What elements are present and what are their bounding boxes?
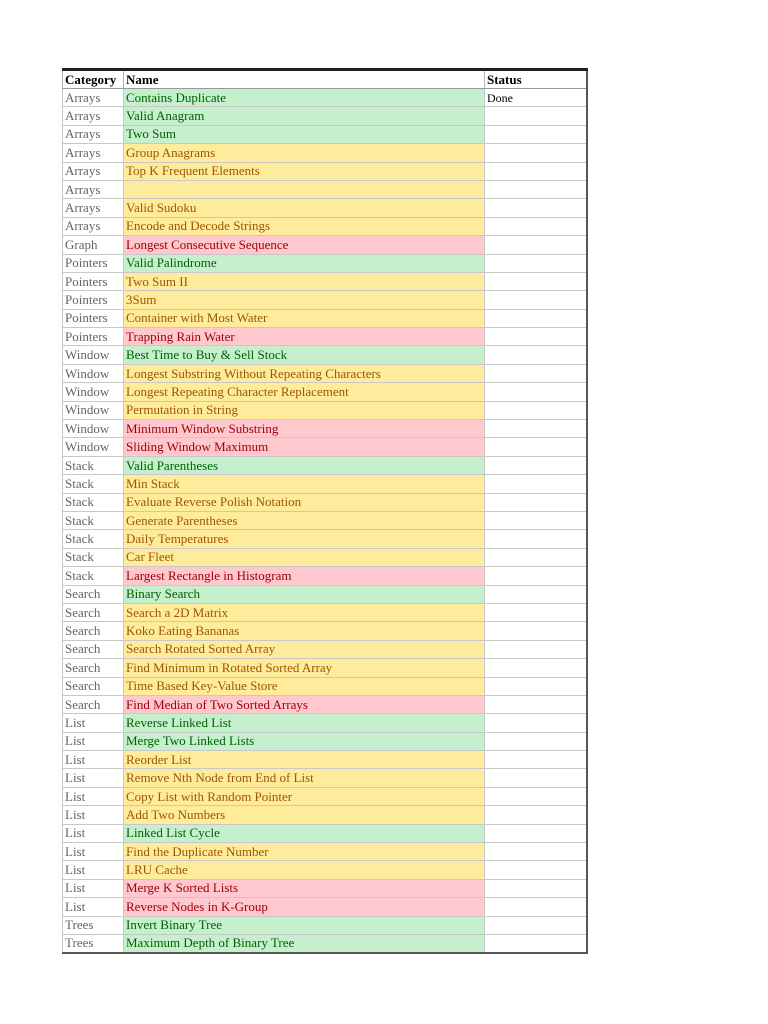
problem-name-cell[interactable]: Valid Parentheses (124, 456, 485, 474)
status-cell[interactable] (485, 622, 587, 640)
table-row (63, 603, 587, 621)
problem-name-cell[interactable]: Find Minimum in Rotated Sorted Array (124, 659, 485, 677)
status-cell[interactable] (485, 879, 587, 897)
category-cell[interactable]: List (63, 769, 124, 787)
category-cell[interactable]: Stack (63, 567, 124, 585)
problem-name-cell[interactable]: Group Anagrams (124, 144, 485, 162)
status-cell[interactable] (485, 383, 587, 401)
category-cell[interactable]: Window (63, 364, 124, 382)
table-row (63, 843, 587, 861)
status-column-header: Status (485, 70, 587, 89)
problem-name-cell[interactable]: Longest Consecutive Sequence (124, 236, 485, 254)
table-row (63, 695, 587, 713)
table-row (63, 548, 587, 566)
problem-name-cell[interactable]: Find Median of Two Sorted Arrays (124, 695, 485, 713)
category-cell[interactable]: Search (63, 640, 124, 658)
status-cell[interactable] (485, 695, 587, 713)
name-column-header: Name (124, 70, 485, 89)
problem-name-cell[interactable]: Reorder List (124, 751, 485, 769)
table-row (63, 328, 587, 346)
table-row (63, 383, 587, 401)
problem-name-cell[interactable]: Invert Binary Tree (124, 916, 485, 934)
table-row (63, 254, 587, 272)
table-row (63, 180, 587, 198)
category-cell[interactable]: Search (63, 622, 124, 640)
status-cell[interactable] (485, 199, 587, 217)
problem-name-cell[interactable]: Time Based Key-Value Store (124, 677, 485, 695)
status-cell[interactable] (485, 806, 587, 824)
problem-name-cell[interactable]: Koko Eating Bananas (124, 622, 485, 640)
table-row (63, 420, 587, 438)
category-cell[interactable]: Stack (63, 530, 124, 548)
status-cell[interactable] (485, 898, 587, 916)
status-cell[interactable] (485, 162, 587, 180)
category-cell[interactable]: Pointers (63, 272, 124, 290)
category-cell[interactable]: Pointers (63, 291, 124, 309)
problem-name-cell[interactable]: Remove Nth Node from End of List (124, 769, 485, 787)
table-row (63, 291, 587, 309)
status-cell[interactable] (485, 438, 587, 456)
table-row (63, 364, 587, 382)
status-cell[interactable] (485, 309, 587, 327)
problem-name-cell[interactable] (124, 180, 485, 198)
problem-name-cell[interactable]: Find the Duplicate Number (124, 843, 485, 861)
problem-name-cell[interactable]: Merge Two Linked Lists (124, 732, 485, 750)
table-row (63, 236, 587, 254)
table-row (63, 125, 587, 143)
status-cell[interactable] (485, 548, 587, 566)
category-cell[interactable]: Stack (63, 475, 124, 493)
category-cell[interactable]: Trees (63, 916, 124, 934)
table-row (63, 898, 587, 916)
problem-name-cell[interactable]: Contains Duplicate (124, 89, 485, 107)
table-row (63, 622, 587, 640)
category-cell[interactable]: Search (63, 585, 124, 603)
category-cell[interactable]: List (63, 824, 124, 842)
table-row (63, 217, 587, 235)
category-cell[interactable]: List (63, 787, 124, 805)
problem-name-cell[interactable]: Longest Repeating Character Replacement (124, 383, 485, 401)
status-cell[interactable] (485, 677, 587, 695)
category-cell[interactable]: Stack (63, 548, 124, 566)
table-body (63, 89, 587, 953)
status-cell[interactable] (485, 493, 587, 511)
status-cell[interactable] (485, 236, 587, 254)
problem-name-cell[interactable]: Sliding Window Maximum (124, 438, 485, 456)
category-cell[interactable]: List (63, 898, 124, 916)
table-row (63, 567, 587, 585)
problem-name-cell[interactable]: Minimum Window Substring (124, 420, 485, 438)
category-cell[interactable]: Arrays (63, 89, 124, 107)
problem-name-cell[interactable]: Valid Palindrome (124, 254, 485, 272)
category-cell[interactable]: Graph (63, 236, 124, 254)
problem-name-cell[interactable]: Copy List with Random Pointer (124, 787, 485, 805)
status-cell[interactable] (485, 217, 587, 235)
problem-name-cell[interactable]: Car Fleet (124, 548, 485, 566)
problem-name-cell[interactable]: Valid Sudoku (124, 199, 485, 217)
table-row (63, 751, 587, 769)
table-row (63, 824, 587, 842)
table-row (63, 401, 587, 419)
category-cell[interactable]: Arrays (63, 180, 124, 198)
category-cell[interactable]: Stack (63, 493, 124, 511)
category-cell[interactable]: Search (63, 603, 124, 621)
problem-name-cell[interactable]: Min Stack (124, 475, 485, 493)
problem-name-cell[interactable]: Trapping Rain Water (124, 328, 485, 346)
table-row (63, 162, 587, 180)
table-row (63, 346, 587, 364)
table-row (63, 530, 587, 548)
category-cell[interactable]: List (63, 879, 124, 897)
problem-name-cell[interactable]: 3Sum (124, 291, 485, 309)
status-cell[interactable] (485, 254, 587, 272)
category-cell[interactable]: Window (63, 383, 124, 401)
table-row (63, 659, 587, 677)
status-cell[interactable] (485, 180, 587, 198)
category-cell[interactable]: Window (63, 438, 124, 456)
problem-name-cell[interactable]: Linked List Cycle (124, 824, 485, 842)
table-row (63, 309, 587, 327)
problem-name-cell[interactable]: Binary Search (124, 585, 485, 603)
problem-name-cell[interactable]: Best Time to Buy & Sell Stock (124, 346, 485, 364)
problem-name-cell[interactable]: Maximum Depth of Binary Tree (124, 934, 485, 952)
problem-name-cell[interactable]: Add Two Numbers (124, 806, 485, 824)
problem-name-cell[interactable]: Encode and Decode Strings (124, 217, 485, 235)
category-cell[interactable]: Search (63, 695, 124, 713)
problem-name-cell[interactable]: Two Sum (124, 125, 485, 143)
status-cell[interactable] (485, 934, 587, 952)
category-cell[interactable]: Stack (63, 511, 124, 529)
category-cell[interactable]: Window (63, 401, 124, 419)
category-cell[interactable]: List (63, 732, 124, 750)
status-cell[interactable] (485, 916, 587, 934)
status-cell[interactable] (485, 107, 587, 125)
status-cell[interactable] (485, 144, 587, 162)
problem-name-cell[interactable]: Search Rotated Sorted Array (124, 640, 485, 658)
category-cell[interactable]: Window (63, 346, 124, 364)
category-cell[interactable]: Arrays (63, 199, 124, 217)
status-cell[interactable] (485, 640, 587, 658)
problem-name-cell[interactable]: Largest Rectangle in Histogram (124, 567, 485, 585)
status-cell[interactable] (485, 714, 587, 732)
status-cell[interactable] (485, 401, 587, 419)
table-row (63, 916, 587, 934)
table-row (63, 475, 587, 493)
status-cell[interactable] (485, 420, 587, 438)
status-cell[interactable] (485, 769, 587, 787)
table-row (63, 732, 587, 750)
table-row (63, 677, 587, 695)
table-row (63, 934, 587, 952)
category-cell[interactable]: Search (63, 659, 124, 677)
problem-name-cell[interactable]: Reverse Nodes in K-Group (124, 898, 485, 916)
problem-name-cell[interactable]: Evaluate Reverse Polish Notation (124, 493, 485, 511)
status-cell[interactable] (485, 291, 587, 309)
category-cell[interactable]: List (63, 751, 124, 769)
table-row (63, 456, 587, 474)
table-row (63, 493, 587, 511)
problem-name-cell[interactable]: LRU Cache (124, 861, 485, 879)
table-row (63, 769, 587, 787)
status-cell[interactable] (485, 511, 587, 529)
table-row (63, 585, 587, 603)
category-cell[interactable]: List (63, 714, 124, 732)
status-cell[interactable] (485, 475, 587, 493)
table-row (63, 272, 587, 290)
problem-name-cell[interactable]: Search a 2D Matrix (124, 603, 485, 621)
header-row (63, 70, 587, 89)
category-cell[interactable]: Stack (63, 456, 124, 474)
status-cell[interactable] (485, 732, 587, 750)
category-cell[interactable]: List (63, 861, 124, 879)
table-row (63, 511, 587, 529)
category-cell[interactable]: Pointers (63, 328, 124, 346)
problem-name-cell[interactable]: Permutation in String (124, 401, 485, 419)
category-cell[interactable]: List (63, 806, 124, 824)
category-cell[interactable]: List (63, 843, 124, 861)
table-row (63, 199, 587, 217)
problem-name-cell[interactable]: Daily Temperatures (124, 530, 485, 548)
category-cell[interactable]: Arrays (63, 107, 124, 125)
status-cell[interactable] (485, 456, 587, 474)
problem-name-cell[interactable]: Top K Frequent Elements (124, 162, 485, 180)
table-row (63, 714, 587, 732)
status-cell[interactable] (485, 751, 587, 769)
status-cell[interactable] (485, 824, 587, 842)
status-cell[interactable]: Done (485, 89, 587, 107)
table-row (63, 806, 587, 824)
status-cell[interactable] (485, 567, 587, 585)
problem-name-cell[interactable]: Valid Anagram (124, 107, 485, 125)
table-row (63, 107, 587, 125)
category-cell[interactable]: Arrays (63, 144, 124, 162)
problem-tracker-table (62, 68, 588, 954)
table-row (63, 144, 587, 162)
status-cell[interactable] (485, 530, 587, 548)
category-cell[interactable]: Arrays (63, 125, 124, 143)
problem-name-cell[interactable]: Reverse Linked List (124, 714, 485, 732)
table-row (63, 879, 587, 897)
status-cell[interactable] (485, 603, 587, 621)
status-cell[interactable] (485, 364, 587, 382)
status-cell[interactable] (485, 843, 587, 861)
status-cell[interactable] (485, 328, 587, 346)
status-cell[interactable] (485, 787, 587, 805)
category-cell[interactable]: Arrays (63, 162, 124, 180)
status-cell[interactable] (485, 659, 587, 677)
problem-name-cell[interactable]: Longest Substring Without Repeating Characters (124, 364, 485, 382)
problem-name-cell[interactable]: Two Sum II (124, 272, 485, 290)
status-cell[interactable] (485, 125, 587, 143)
status-cell[interactable] (485, 585, 587, 603)
table-row (63, 787, 587, 805)
table-row (63, 861, 587, 879)
category-cell[interactable]: Pointers (63, 254, 124, 272)
category-cell[interactable]: Search (63, 677, 124, 695)
category-cell[interactable]: Window (63, 420, 124, 438)
status-cell[interactable] (485, 861, 587, 879)
table-row (63, 640, 587, 658)
status-cell[interactable] (485, 272, 587, 290)
table-row (63, 89, 587, 107)
status-cell[interactable] (485, 346, 587, 364)
table-row (63, 438, 587, 456)
problem-name-cell[interactable]: Container with Most Water (124, 309, 485, 327)
category-cell[interactable]: Pointers (63, 309, 124, 327)
category-cell[interactable]: Trees (63, 934, 124, 952)
category-column-header: Category (63, 70, 124, 89)
problem-name-cell[interactable]: Merge K Sorted Lists (124, 879, 485, 897)
problem-name-cell[interactable]: Generate Parentheses (124, 511, 485, 529)
category-cell[interactable]: Arrays (63, 217, 124, 235)
